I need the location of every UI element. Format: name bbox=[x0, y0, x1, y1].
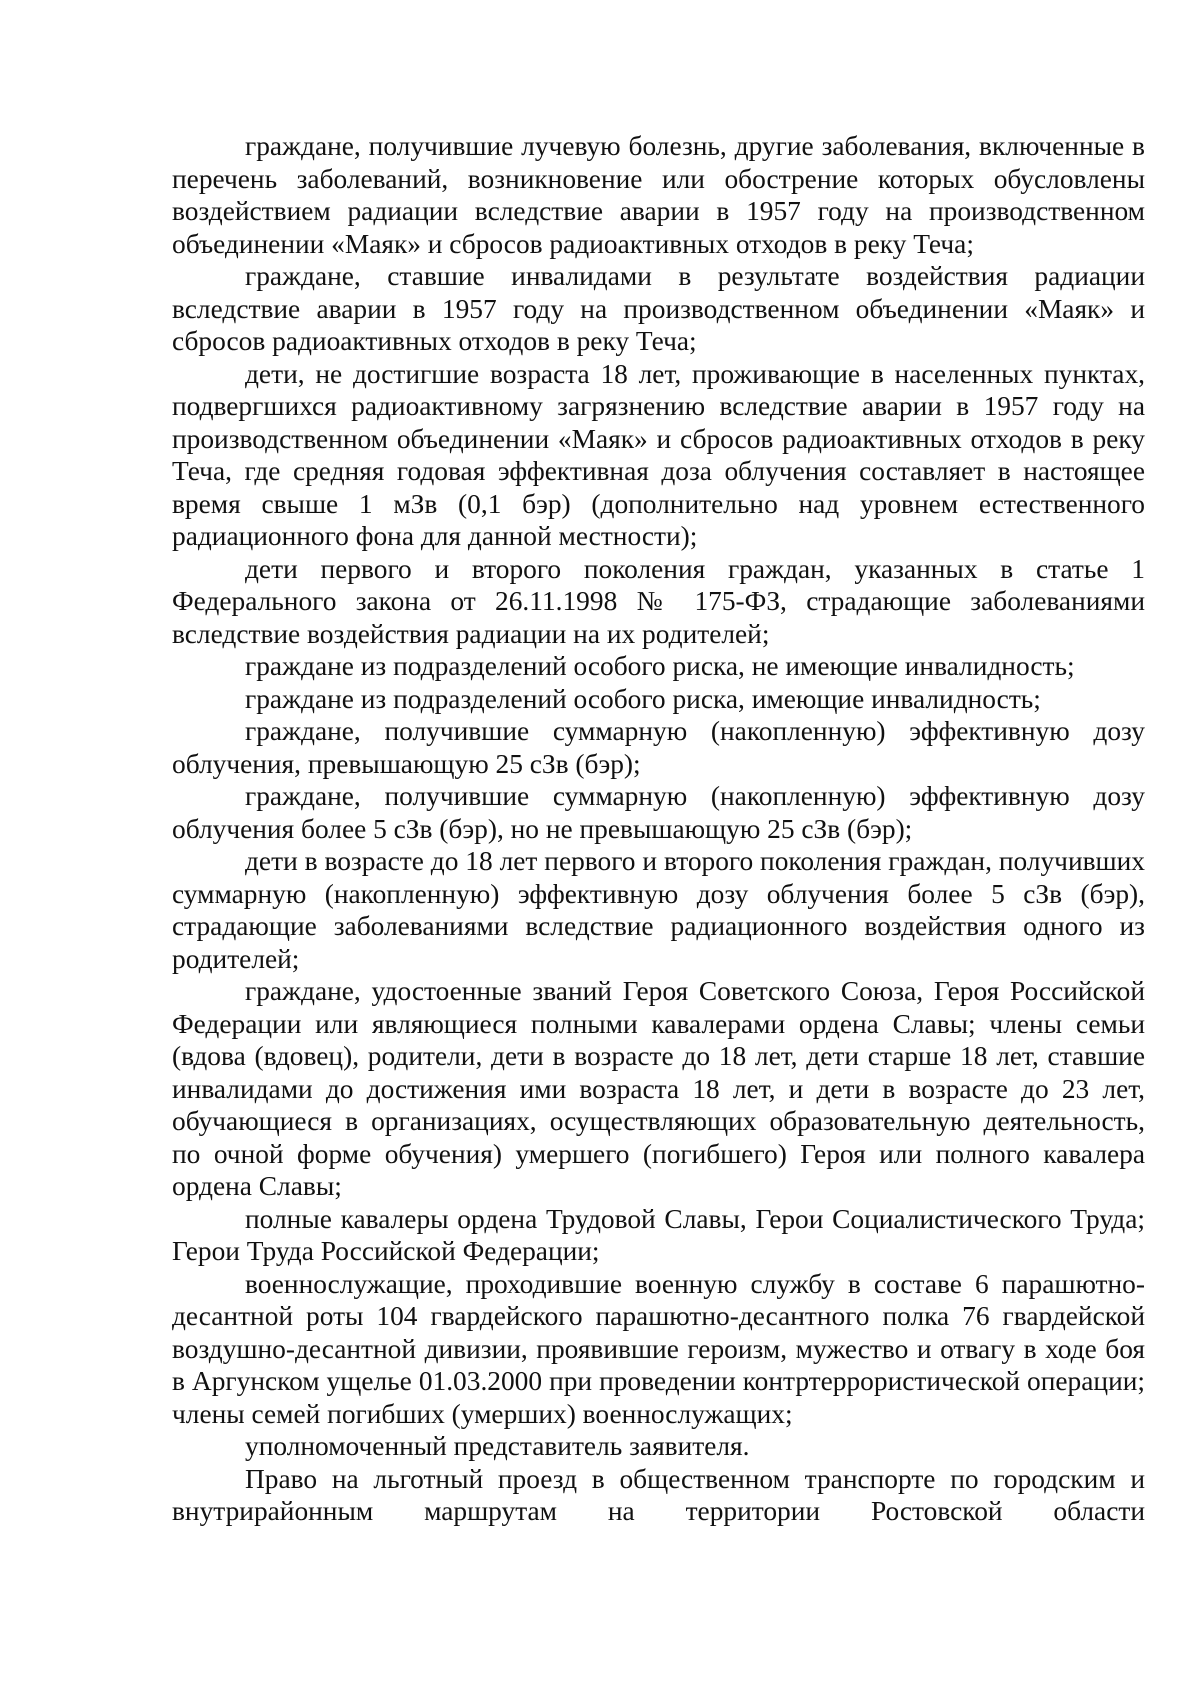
paragraph-dose-5-to-25: граждане, получившие суммарную (накопленную) эффективную дозу облучения более 5 сЗв (бэр), но не превышающую 25 сЗв (бэр); bbox=[172, 781, 1145, 844]
document-body bbox=[172, 130, 1145, 1528]
paragraph-dose-over-25: граждане, получившие суммарную (накопленную) эффективную дозу облучения, превышающую 25 сЗв (бэр); bbox=[172, 716, 1145, 779]
paragraph-special-risk-no-disability: граждане из подразделений особого риска, не имеющие инвалидность; bbox=[245, 651, 1075, 681]
paragraph-representative: уполномоченный представитель заявителя. bbox=[245, 1431, 750, 1461]
paragraph-children-dose-over-5: дети в возрасте до 18 лет первого и второго поколения граждан, получивших суммарную (накопленную) эффективную дозу облучения более 5 сЗв (бэр), страдающие заболеваниями вследствие радиационного воздействия одного из родителей; bbox=[172, 846, 1145, 974]
paragraph-heroes-and-families: граждане, удостоенные званий Героя Советского Союза, Героя Российской Федерации или являющиеся полными кавалерами ордена Славы; члены семьи (вдова (вдовец), родители, дети в возрасте до 18 лет, дети старше 18 лет, ставшие инвалидами до достижения ими возраста 18 лет, и дети в возрасте до 23 лет, обучающиеся в организациях, осуществляющих образовательную деятельность, по очной форме обучения) умершего (погибшего) Героя или полного кавалера ордена Славы; bbox=[172, 976, 1145, 1201]
paragraph-children-contaminated-areas: дети, не достигшие возраста 18 лет, проживающие в населенных пунктах, подвергшихся радиоактивному загрязнению вследствие аварии в 1957 году на производственном объединении «Маяк» и сбросов радиоактивных отходов в реку Теча, где средняя годовая эффективная доза облучения составляет в настоящее время свыше 1 мЗв (0,1 бэр) (дополнительно над уровнем естественного радиационного фона для данной местности); bbox=[172, 358, 1145, 551]
paragraph-special-risk-disability: граждане из подразделений особого риска, имеющие инвалидность; bbox=[245, 683, 1041, 714]
paragraph-paratroopers: военнослужащие, проходившие военную службу в составе 6 парашютно-десантной роты 104 гвардейского парашютно-десантного полка 76 гвардейской воздушно-десантной дивизии, проявившие героизм, мужество и отвагу в ходе боя в Аргунском ущелье 01.03.2000 при проведении контртеррористической операции; члены семей погибших (умерших) военнослужащих; bbox=[172, 1268, 1145, 1429]
paragraph-children-generations: дети первого и второго поколения граждан, указанных в статье 1 Федерального закона от 26.11.1998 № 175-ФЗ, страдающие заболеваниями вследствие воздействия радиации на их родителей; bbox=[172, 553, 1145, 649]
paragraph-transport-right: Право на льготный проезд в общественном транспорте по городским и внутрирайонным маршрутам на территории Ростовской области bbox=[172, 1463, 1145, 1526]
paragraph-disabled-radiation: граждане, ставшие инвалидами в результате воздействия радиации вследствие аварии в 1957 году на производственном объединении «Маяк» и сбросов радиоактивных отходов в реку Теча; bbox=[172, 261, 1145, 356]
paragraph-labor-glory: полные кавалеры ордена Трудовой Славы, Герои Социалистического Труда; Герои Труда Российской Федерации; bbox=[172, 1203, 1145, 1266]
paragraph-radiation-illness: граждане, получившие лучевую болезнь, другие заболевания, включенные в перечень заболеваний, возникновение или обострение которых обусловлены воздействием радиации вследствие аварии в 1957 году на производственном объединении «Маяк» и сбросов радиоактивных отходов в реку Теча; bbox=[172, 131, 1145, 259]
